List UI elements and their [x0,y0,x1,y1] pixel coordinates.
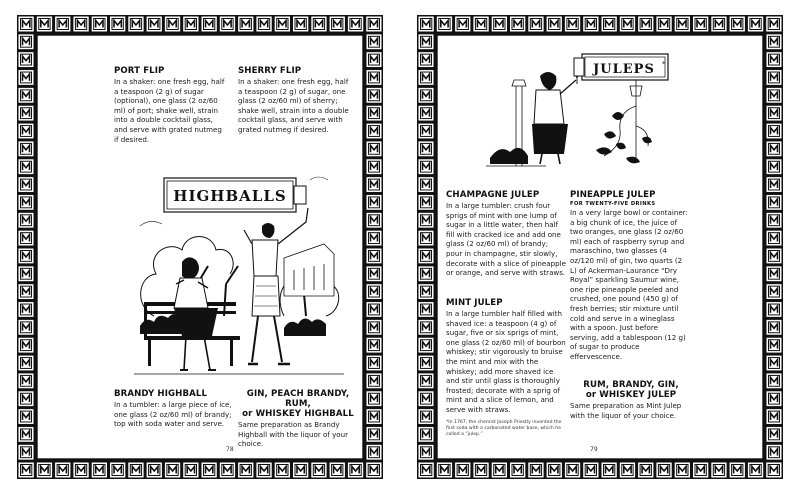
page-number: 79 [590,446,598,453]
recipe-title: BRANDY HIGHBALL [114,389,208,399]
page-number: 78 [226,446,234,453]
recipe-rum-julep [570,380,692,420]
recipe-title: MINT JULEP [446,298,503,308]
recipe-title: SHERRY FLIP [238,66,302,76]
recipe-port-flip [114,66,226,144]
recipe-body: In a tumbler: a large piece of ice, one glass (2 oz/60 ml) of brandy; top with soda water and serve. [114,400,232,429]
recipe-pineapple-julep [570,190,688,362]
recipe-title: GIN, PEACH BRANDY, RUM, [246,389,350,409]
recipe-title: PORT FLIP [114,66,165,76]
recipe-body: In a very large bowl or container: a big chunk of ice, the juice of two oranges, one glass (2 oz/60 ml) each of raspberry syrup and maraschino, two glasses (4 oz/120 ml) of gin, two quarts (2 L) of Ackerman-Laurance “Dry Royal” sparkling Saumur wine, one ripe pineapple peeled and crushed, one pound (450 g) of fresh berries; stir mixture until cold and serve in a wineglass with a spoon. Just before serving, add a tablespoon (12 g) of sugar to produce effervescence. [570,208,688,361]
highballs-illustration [134,166,344,384]
right-page-content [440,38,760,456]
recipe-sherry-flip [238,66,354,135]
recipe-body: In a large tumbler half filled with shaved ice: a teaspoon (4 g) of sugar, five or six sprigs of mint, one glass (2 oz/60 ml) of bourbon whiskey; stir vigorously to bruise the mint and mix with the whiskey; add more shaved ice and stir until glass is thoroughly frosted; decorate with a sprig of mint and a slice of lemon, and serve with straws. [446,309,566,414]
recipe-title-line2: or WHISKEY JULEP [585,390,677,400]
left-page-content [40,38,360,456]
recipe-body: In a shaker: one fresh egg, half a teaspoon (2 g) of sugar, one glass (2 oz/60 ml) of sherry; shake well, strain into a double cocktail glass, and serve with grated nutmeg if desired. [238,77,349,134]
juleps-sign-text: JULEPS [593,62,655,77]
juleps-illustration [486,46,674,168]
recipe-champagne-julep [446,190,566,278]
recipe-title: PINEAPPLE JULEP [570,190,656,200]
recipe-body: In a shaker: one fresh egg, half a teaspoon (2 g) of sugar (optional), one glass (2 oz/60 ml) of port; shake well, strain into a double cocktail glass, and serve with grated nutmeg if desired. [114,77,225,144]
footnote: *In 1767, the chemist Joseph Priestly invented the first soda with a carbonated water base, which he called a “julep.” [446,420,562,437]
highballs-sign-text: HIGHBALLS [173,187,287,205]
right-page [416,14,784,480]
recipe-title-line2: or WHISKEY HIGHBALL [242,409,354,419]
recipe-gin-highball [238,389,358,449]
recipe-mint-julep [446,298,566,415]
recipe-title: RUM, BRANDY, GIN, [583,380,679,390]
recipe-body: Same preparation as Mint Julep with the liquor of your choice. [570,401,682,420]
recipe-body: In a large tumbler: crush four sprigs of mint with one lump of sugar in a little water, then half fill with cracked ice and add one glass (2 oz/60 ml) of brandy; pour in champagne, stir slowly, decorate with a slice of pineapple or orange, and serve with straws. [446,201,566,278]
recipe-title: CHAMPAGNE JULEP [446,190,540,200]
recipe-brandy-highball [114,389,232,429]
left-page [16,14,384,480]
recipe-subtitle: FOR TWENTY-FIVE DRINKS [570,201,656,207]
footnote-mark: * [662,60,666,68]
recipe-body: Same preparation as Brandy Highball with the liquor of your choice. [238,420,349,449]
